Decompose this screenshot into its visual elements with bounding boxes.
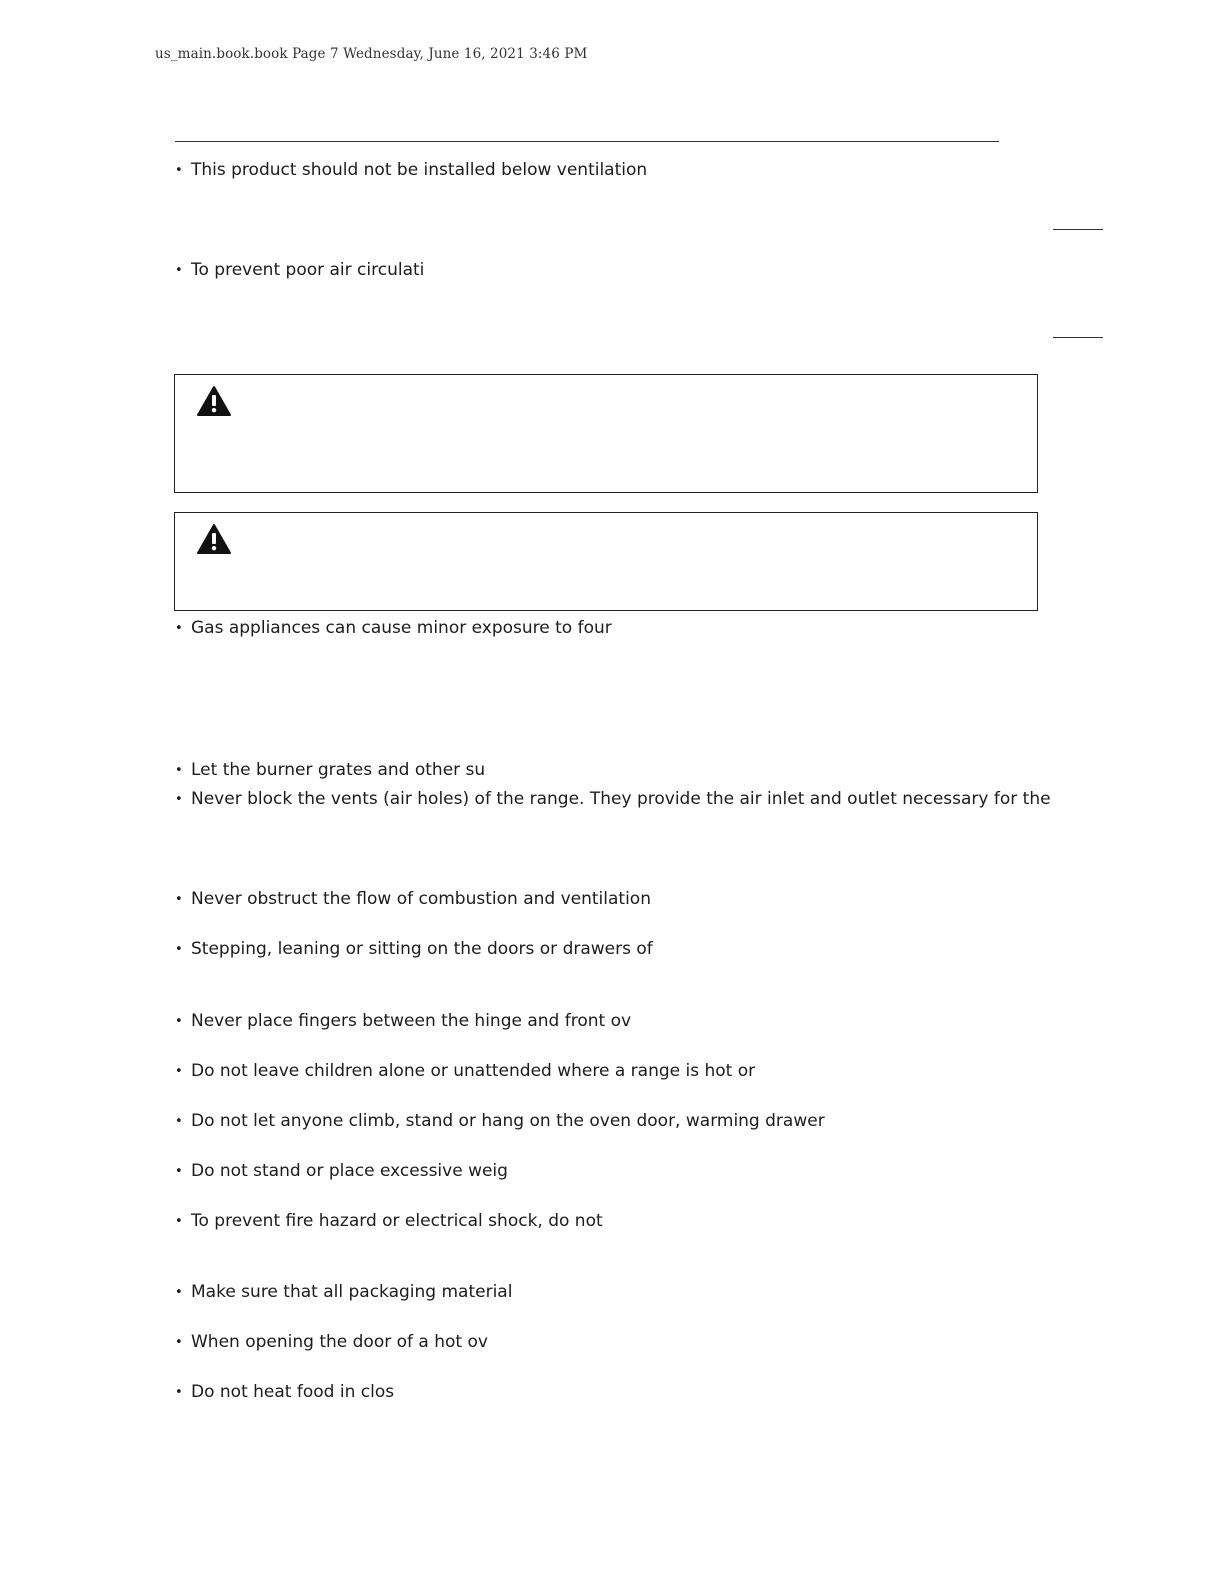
bullet-icon: • — [175, 1114, 183, 1129]
list-item: • Let the burner grates and other su — [175, 760, 486, 780]
bullet-icon: • — [175, 163, 183, 178]
list-item: • Do not heat food in clos — [175, 1382, 395, 1402]
margin-tab-mark — [1053, 229, 1103, 230]
warning-box — [174, 374, 1038, 493]
bullet-icon: • — [175, 892, 183, 907]
bullet-icon: • — [175, 1335, 183, 1350]
list-item: • Never block the vents (air holes) of the range. They provide the air inlet and outlet necessary for the — [175, 789, 1051, 809]
bullet-icon: • — [175, 263, 183, 278]
bullet-icon: • — [175, 763, 183, 778]
bullet-icon: • — [175, 621, 183, 636]
warning-box — [174, 512, 1038, 611]
list-item: • Never obstruct the flow of combustion and ventilation — [175, 889, 651, 909]
bullet-icon: • — [175, 1285, 183, 1300]
bullet-icon: • — [175, 1064, 183, 1079]
list-item: • Gas appliances can cause minor exposure to four — [175, 618, 612, 638]
bullet-icon: • — [175, 942, 183, 957]
section-divider — [175, 141, 999, 142]
list-item: • When opening the door of a hot ov — [175, 1332, 488, 1352]
list-item: • Do not stand or place excessive weig — [175, 1161, 508, 1181]
bullet-icon: • — [175, 1214, 183, 1229]
bullet-icon: • — [175, 792, 183, 807]
warning-triangle-icon — [196, 385, 232, 417]
list-item: • Do not let anyone climb, stand or hang on the oven door, warming drawer — [175, 1111, 825, 1131]
list-item: • Do not leave children alone or unattended where a range is hot or — [175, 1061, 756, 1081]
bullet-icon: • — [175, 1014, 183, 1029]
list-item: • Never place fingers between the hinge and front ov — [175, 1011, 632, 1031]
margin-tab-mark — [1053, 337, 1103, 338]
bullet-icon: • — [175, 1164, 183, 1179]
bullet-icon: • — [175, 1385, 183, 1400]
warning-triangle-icon — [196, 523, 232, 555]
list-item: • This product should not be installed below ventilation — [175, 160, 648, 180]
running-header: us_main.book.book Page 7 Wednesday, June 16, 2021 3:46 PM — [155, 46, 588, 62]
list-item: • Make sure that all packaging material — [175, 1282, 513, 1302]
list-item: • To prevent poor air circulati — [175, 260, 425, 280]
list-item: • Stepping, leaning or sitting on the doors or drawers of — [175, 939, 653, 959]
list-item: • To prevent fire hazard or electrical shock, do not — [175, 1211, 603, 1231]
